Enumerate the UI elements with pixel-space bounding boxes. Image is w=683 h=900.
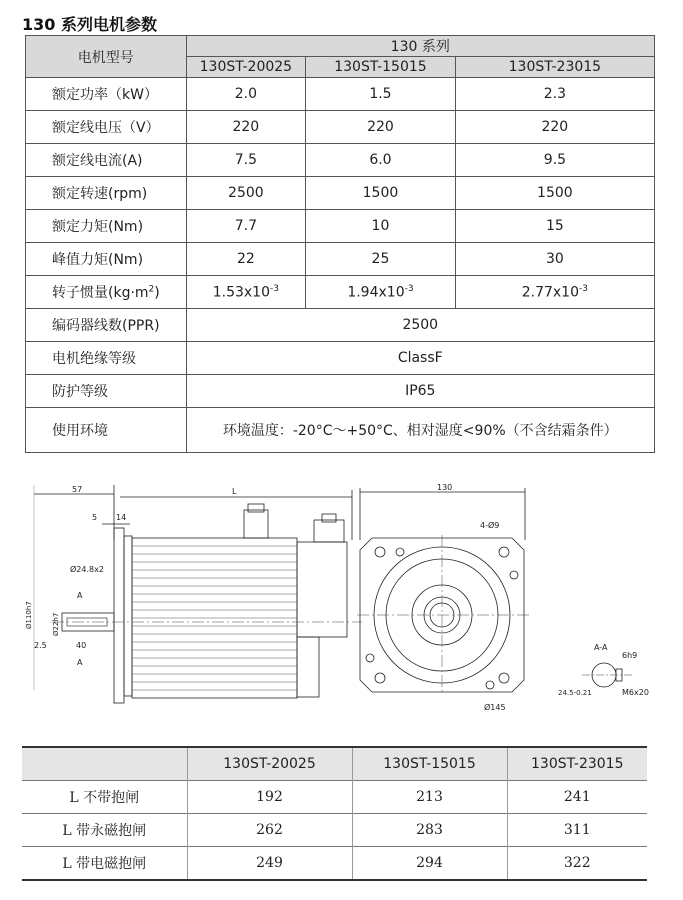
page-title: 130 系列电机参数 (22, 15, 157, 34)
dim-2-5: 2.5 (34, 641, 47, 650)
section-aa (558, 643, 649, 697)
dim-4-phi9: 4-Ø9 (480, 521, 500, 530)
row-label: L 带永磁抱闸 (22, 814, 187, 847)
cell-value: 6.0 (306, 144, 456, 177)
row-label: 峰值力矩(Nm) (26, 243, 187, 276)
row-label: 额定功率（kW） (26, 78, 187, 111)
length-table (22, 746, 647, 881)
cell-value: 322 (507, 847, 647, 881)
dim-L: L (232, 487, 237, 496)
table-row (26, 144, 655, 177)
table-row (22, 814, 647, 847)
cell-value: 283 (352, 814, 507, 847)
front-view (357, 483, 532, 712)
dim-57: 57 (72, 485, 83, 494)
cell-value: 1.5 (306, 78, 456, 111)
cell-value: 7.7 (186, 210, 306, 243)
motor-drawing (22, 480, 662, 725)
cell-value: 1500 (306, 177, 456, 210)
cell-value: 220 (186, 111, 306, 144)
header-series-label: 130 系列 (186, 36, 654, 57)
cell-value: IP65 (186, 375, 654, 408)
cell-value: 213 (352, 781, 507, 814)
cell-value: 192 (187, 781, 352, 814)
dim-phi110: Ø110h7 (25, 601, 33, 629)
table-row (26, 111, 655, 144)
cell-value: 1500 (455, 177, 654, 210)
dim-M6: M6x20 (622, 688, 649, 697)
cell-value: $1.94x10^{-3}$ (306, 276, 456, 309)
cell-value: 2500 (186, 177, 306, 210)
table-row (26, 243, 655, 276)
table-row (26, 177, 655, 210)
cell-value: ClassF (186, 342, 654, 375)
header-model: 130ST-20025 (187, 747, 352, 781)
cell-value: 2.0 (186, 78, 306, 111)
dim-phi145: Ø145 (484, 703, 506, 712)
header-model: 130ST-20025 (186, 57, 306, 78)
table-row (22, 781, 647, 814)
dim-5: 5 (92, 513, 98, 522)
cell-value: 311 (507, 814, 647, 847)
dim-A2: A (77, 658, 83, 667)
table-row (26, 309, 655, 342)
table-row (26, 78, 655, 111)
header-blank (22, 747, 187, 781)
dim-AA: A-A (594, 643, 608, 652)
cell-value: 10 (306, 210, 456, 243)
table-row (26, 342, 655, 375)
cell-value: 9.5 (455, 144, 654, 177)
cell-value: $1.53x10^{-3}$ (186, 276, 306, 309)
spec-table (25, 35, 655, 453)
cell-value: 环境温度：-20°C～+50°C、相对湿度<90%（不含结霜条件） (186, 408, 654, 453)
table-row (26, 408, 655, 453)
row-label: 额定力矩(Nm) (26, 210, 187, 243)
table-row (26, 210, 655, 243)
row-label: L 不带抱闸 (22, 781, 187, 814)
cell-value: 294 (352, 847, 507, 881)
cell-value: 22 (186, 243, 306, 276)
dim-130: 130 (437, 483, 453, 492)
header-model-label: 电机型号 (26, 36, 187, 78)
row-label: 防护等级 (26, 375, 187, 408)
row-label: 额定线电压（V） (26, 111, 187, 144)
dim-40: 40 (76, 641, 87, 650)
cell-value: 30 (455, 243, 654, 276)
table-row (26, 276, 655, 309)
dim-24-5: 24.5-0.21 (558, 689, 592, 697)
row-label: 额定线电流(A) (26, 144, 187, 177)
cell-value: 262 (187, 814, 352, 847)
dim-phi24: Ø24.8x2 (70, 565, 104, 574)
header-model: 130ST-15015 (352, 747, 507, 781)
cell-value: 7.5 (186, 144, 306, 177)
cell-value: $2.77x10^{-3}$ (455, 276, 654, 309)
header-model: 130ST-23015 (455, 57, 654, 78)
dim-14: 14 (116, 513, 127, 522)
cell-value: 241 (507, 781, 647, 814)
cell-value: 2.3 (455, 78, 654, 111)
header-model: 130ST-23015 (507, 747, 647, 781)
cell-value: 249 (187, 847, 352, 881)
row-label: 转子惯量$(kg\cdot m^2)$ (26, 276, 187, 309)
dim-A: A (77, 591, 83, 600)
side-view (25, 485, 362, 703)
row-label: 电机绝缘等级 (26, 342, 187, 375)
table-row (26, 375, 655, 408)
dim-phi22: Ø22h7 (52, 612, 60, 636)
table-row (22, 847, 647, 881)
cell-value: 15 (455, 210, 654, 243)
cell-value: 220 (306, 111, 456, 144)
row-label: 编码器线数(PPR) (26, 309, 187, 342)
row-label: L 带电磁抱闸 (22, 847, 187, 881)
row-label: 使用环境 (26, 408, 187, 453)
cell-value: 220 (455, 111, 654, 144)
header-model: 130ST-15015 (306, 57, 456, 78)
dim-6h9: 6h9 (622, 651, 638, 660)
cell-value: 25 (306, 243, 456, 276)
row-label: 额定转速(rpm) (26, 177, 187, 210)
cell-value: 2500 (186, 309, 654, 342)
